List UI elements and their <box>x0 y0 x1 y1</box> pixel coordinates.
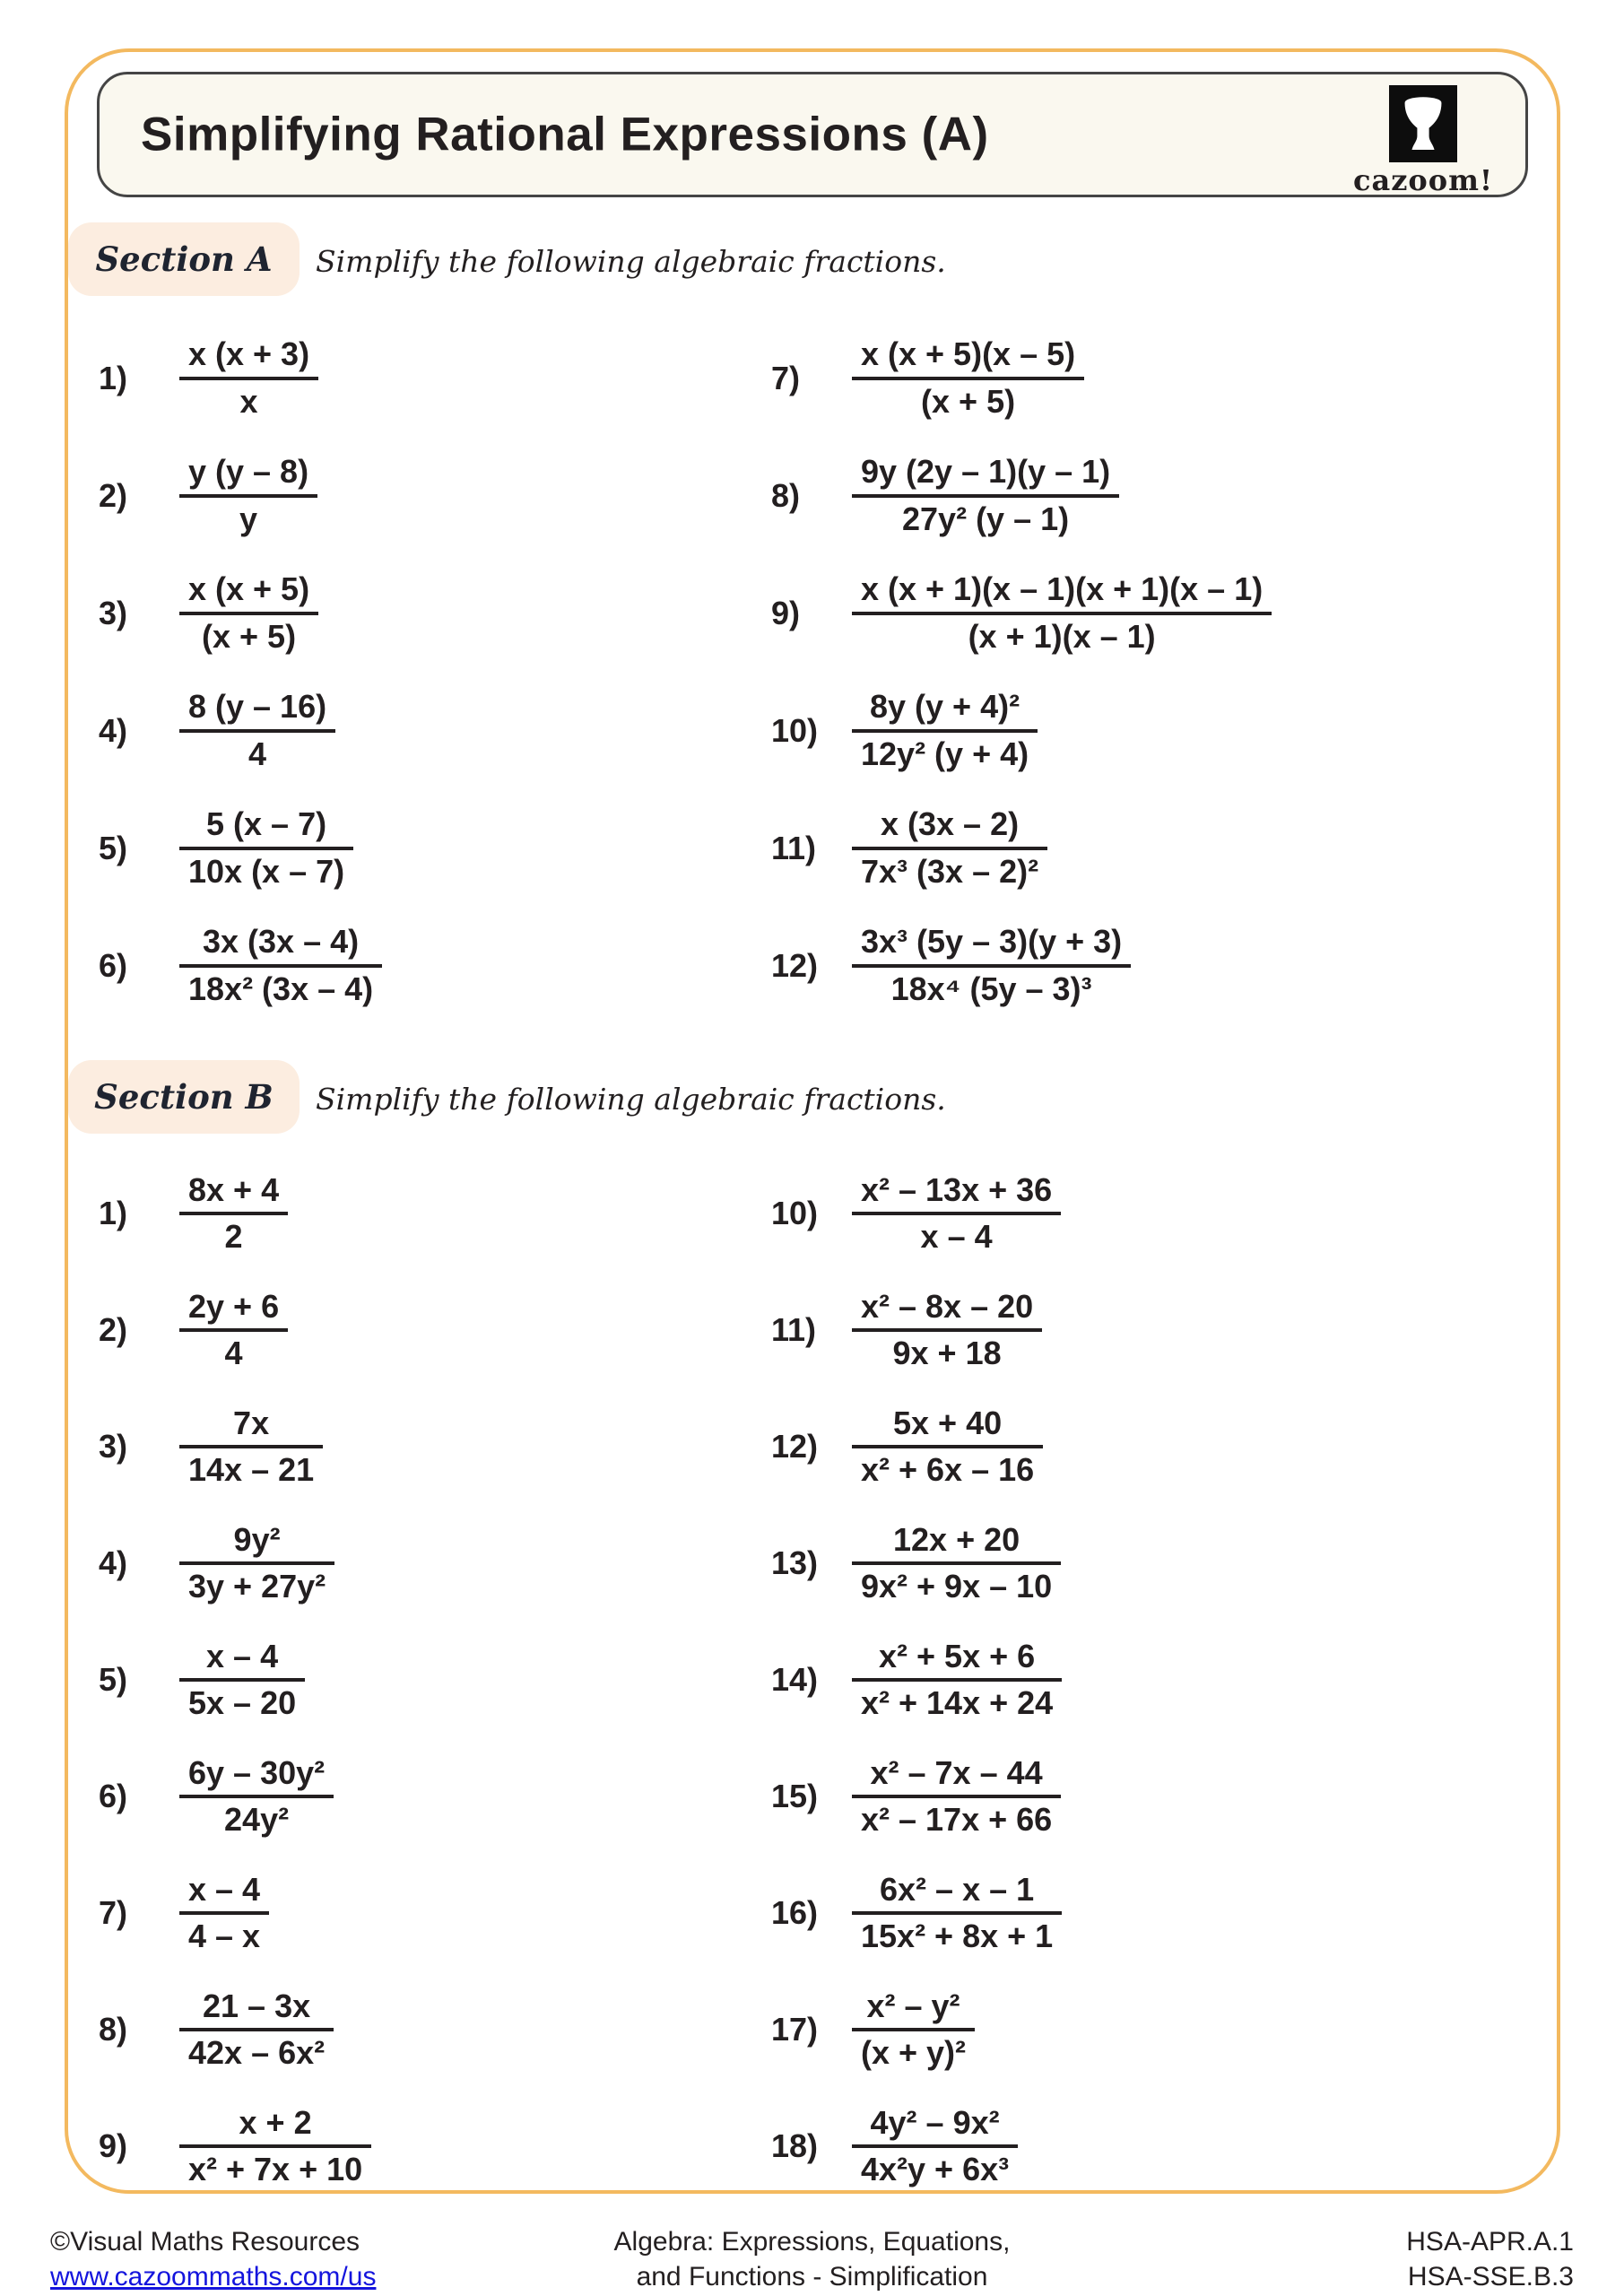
section-b-label: Section B <box>68 1060 300 1134</box>
problem-number: 11) <box>771 1311 817 1348</box>
fraction-denominator: 4 <box>179 1328 288 1371</box>
fraction <box>852 1755 1061 1839</box>
fraction <box>179 454 317 537</box>
problem-number: 11) <box>771 829 817 866</box>
fraction <box>179 924 382 1007</box>
fraction-numerator: x (x + 1)(x – 1)(x + 1)(x – 1) <box>861 570 1264 608</box>
problem <box>99 789 771 907</box>
problem-number: 2) <box>99 476 128 514</box>
fraction-denominator: (x + 5) <box>852 377 1084 420</box>
problem-number: 12) <box>771 1428 819 1465</box>
fraction-numerator: x (x + 5) <box>188 570 310 608</box>
fraction-denominator: x² + 14x + 24 <box>852 1678 1062 1721</box>
fraction <box>852 806 1047 890</box>
problem <box>99 1388 771 1505</box>
fraction-denominator: 18x² (3x – 4) <box>179 964 382 1007</box>
footer-topic-line1: Algebra: Expressions, Equations, <box>613 2227 1011 2257</box>
fraction <box>852 571 1272 655</box>
fraction-numerator: x (x + 3) <box>188 335 310 373</box>
problem <box>99 672 771 789</box>
problem-number: 6) <box>99 946 128 984</box>
problem-number: 7) <box>771 359 801 396</box>
website-link[interactable]: www.cazoommaths.com/us <box>50 2262 377 2292</box>
footer-topic-line2: and Functions - Simplification <box>636 2262 988 2292</box>
fraction-denominator: 2 <box>179 1212 288 1255</box>
fraction-numerator: 8y (y + 4)² <box>870 688 1020 726</box>
fraction <box>852 689 1038 772</box>
fraction <box>852 336 1084 420</box>
fraction-numerator: 5 (x – 7) <box>206 805 327 843</box>
fraction-numerator: 9y (2y – 1)(y – 1) <box>861 453 1111 491</box>
problem-number: 1) <box>99 359 128 396</box>
cazoom-logo <box>1351 85 1495 197</box>
fraction <box>179 1872 269 1955</box>
problem-number: 15) <box>771 1778 819 1814</box>
problem <box>771 554 1515 672</box>
fraction-numerator: x² – 8x – 20 <box>861 1287 1034 1325</box>
problem <box>99 1855 771 1971</box>
standard-code-2: HSA-SSE.B.3 <box>1407 2262 1574 2292</box>
fraction-denominator: 9x + 18 <box>852 1328 1042 1371</box>
fraction-numerator: 2y + 6 <box>188 1287 280 1325</box>
problem <box>99 1971 771 2088</box>
fraction <box>179 336 318 420</box>
problem <box>99 554 771 672</box>
fraction-denominator: 18x⁴ (5y – 3)³ <box>852 964 1131 1007</box>
fraction <box>852 1172 1061 1256</box>
fraction-denominator: 4x²y + 6x³ <box>852 2144 1018 2187</box>
fraction-numerator: x + 2 <box>239 2103 312 2141</box>
problem-number: 18) <box>771 2127 819 2164</box>
problem-number: 5) <box>99 1661 128 1698</box>
logo-wordmark: cazoom! <box>1353 163 1493 197</box>
fraction <box>852 1988 975 2072</box>
fraction-denominator: 4 – x <box>179 1911 269 1954</box>
problem <box>771 672 1515 789</box>
problem-number: 4) <box>99 711 128 749</box>
fraction-numerator: 12x + 20 <box>893 1520 1020 1558</box>
fraction-denominator: (x + 1)(x – 1) <box>852 612 1272 655</box>
problem <box>99 2088 771 2205</box>
fraction-numerator: 8 (y – 16) <box>188 688 327 726</box>
fraction <box>852 2105 1018 2188</box>
fraction-numerator: 5x + 40 <box>893 1404 1003 1441</box>
problem <box>771 1505 1515 1622</box>
fraction-denominator: 15x² + 8x + 1 <box>852 1911 1062 1954</box>
problem <box>99 1505 771 1622</box>
fraction-numerator: x² – y² <box>866 1987 960 2024</box>
footer-standards <box>1406 2224 1574 2294</box>
problem <box>99 1738 771 1855</box>
fraction <box>179 1405 323 1489</box>
problem <box>771 2088 1515 2205</box>
fraction-denominator: (x + 5) <box>179 612 318 655</box>
fraction-denominator: x² – 17x + 66 <box>852 1795 1061 1838</box>
problem <box>99 1155 771 1272</box>
fraction-denominator: 4 <box>179 729 335 772</box>
fraction-numerator: 21 – 3x <box>203 1987 311 2024</box>
problem <box>771 789 1515 907</box>
section-b-instruction: Simplify the following algebraic fractions. <box>316 1082 946 1117</box>
problem-number: 5) <box>99 829 128 866</box>
problem <box>99 437 771 554</box>
problem <box>771 1155 1515 1272</box>
problem-number: 8) <box>771 476 801 514</box>
fraction-numerator: 6x² – x – 1 <box>880 1870 1035 1908</box>
problem-number: 12) <box>771 946 819 984</box>
fraction <box>179 806 353 890</box>
fraction <box>179 1988 334 2072</box>
problem-number: 7) <box>99 1894 128 1931</box>
fraction <box>852 1872 1062 1955</box>
problem-number: 4) <box>99 1544 128 1581</box>
problem-number: 9) <box>771 594 801 631</box>
problem <box>771 907 1515 1024</box>
fraction-numerator: x² – 7x – 44 <box>870 1753 1043 1791</box>
fraction-numerator: 9y² <box>233 1520 281 1558</box>
problem-number: 13) <box>771 1544 819 1581</box>
fraction-denominator: x – 4 <box>852 1212 1061 1255</box>
fraction-numerator: x² + 5x + 6 <box>879 1637 1036 1674</box>
fraction <box>179 1522 334 1605</box>
fraction-denominator: (x + y)² <box>852 2028 975 2071</box>
problem <box>99 1272 771 1388</box>
footer-center <box>0 2224 1624 2294</box>
fraction-numerator: x (3x – 2) <box>881 805 1020 843</box>
fraction <box>852 924 1131 1007</box>
fraction <box>179 571 318 655</box>
fraction <box>179 2105 371 2188</box>
problem <box>771 1272 1515 1388</box>
problem-number: 8) <box>99 2011 128 2048</box>
problem <box>99 907 771 1024</box>
fraction-denominator: 27y² (y – 1) <box>852 494 1119 537</box>
fraction-numerator: x (x + 5)(x – 5) <box>861 335 1076 373</box>
fraction <box>852 454 1119 537</box>
problem <box>771 1855 1515 1971</box>
problem-number: 3) <box>99 1428 128 1465</box>
fraction-denominator: 24y² <box>179 1795 334 1838</box>
fraction-denominator: x <box>179 377 318 420</box>
section-a-problems <box>99 319 1515 1024</box>
fraction-denominator: x² + 7x + 10 <box>179 2144 371 2187</box>
fraction-numerator: 3x (3x – 4) <box>203 923 360 961</box>
problem <box>771 437 1515 554</box>
fraction-numerator: 7x <box>233 1404 270 1441</box>
section-b-problems <box>99 1155 1515 2205</box>
fraction <box>852 1639 1062 1722</box>
fraction-numerator: 3x³ (5y – 3)(y + 3) <box>861 923 1123 961</box>
problem-number: 17) <box>771 2011 819 2048</box>
fraction <box>179 1639 305 1722</box>
fraction-denominator: x² + 6x – 16 <box>852 1445 1043 1488</box>
fraction <box>852 1405 1043 1489</box>
fraction <box>852 1522 1061 1605</box>
fraction-denominator: 9x² + 9x – 10 <box>852 1561 1061 1605</box>
problem-number: 9) <box>99 2127 128 2164</box>
problem <box>99 1622 771 1738</box>
fraction-numerator: 6y – 30y² <box>188 1753 326 1791</box>
problem <box>99 319 771 437</box>
drum-icon <box>1389 85 1457 162</box>
fraction-denominator: y <box>179 494 317 537</box>
fraction <box>852 1289 1042 1372</box>
fraction <box>179 689 335 772</box>
page-title: Simplifying Rational Expressions (A) <box>141 108 989 161</box>
problem <box>771 1622 1515 1738</box>
fraction-numerator: x² – 13x + 36 <box>861 1170 1053 1208</box>
title-box <box>97 72 1528 197</box>
section-a-label: Section A <box>68 222 300 296</box>
problem-number: 14) <box>771 1661 819 1698</box>
fraction <box>179 1755 334 1839</box>
fraction-denominator: 14x – 21 <box>179 1445 323 1488</box>
problem-number: 1) <box>99 1195 128 1231</box>
standard-code-1: HSA-APR.A.1 <box>1406 2227 1574 2257</box>
copyright-text: ©Visual Maths Resources <box>50 2227 360 2257</box>
problem-number: 2) <box>99 1311 128 1348</box>
problem <box>771 1971 1515 2088</box>
problem <box>771 319 1515 437</box>
fraction-numerator: 8x + 4 <box>188 1170 280 1208</box>
fraction-numerator: x – 4 <box>206 1637 279 1674</box>
problem-number: 6) <box>99 1778 128 1814</box>
fraction-denominator: 5x – 20 <box>179 1678 305 1721</box>
problem-number: 10) <box>771 711 819 749</box>
problem-number: 16) <box>771 1894 819 1931</box>
fraction-denominator: 42x – 6x² <box>179 2028 334 2071</box>
fraction-denominator: 3y + 27y² <box>179 1561 334 1605</box>
problem-number: 10) <box>771 1195 819 1231</box>
fraction-numerator: x – 4 <box>188 1870 261 1908</box>
fraction-denominator: 7x³ (3x – 2)² <box>852 847 1047 890</box>
fraction <box>179 1172 288 1256</box>
fraction-numerator: 4y² – 9x² <box>870 2103 1000 2141</box>
problem <box>771 1738 1515 1855</box>
fraction-numerator: y (y – 8) <box>188 453 309 491</box>
fraction-denominator: 12y² (y + 4) <box>852 729 1038 772</box>
fraction <box>179 1289 288 1372</box>
problem-number: 3) <box>99 594 128 631</box>
section-a-instruction: Simplify the following algebraic fractions. <box>316 244 946 279</box>
fraction-denominator: 10x (x – 7) <box>179 847 353 890</box>
problem <box>771 1388 1515 1505</box>
